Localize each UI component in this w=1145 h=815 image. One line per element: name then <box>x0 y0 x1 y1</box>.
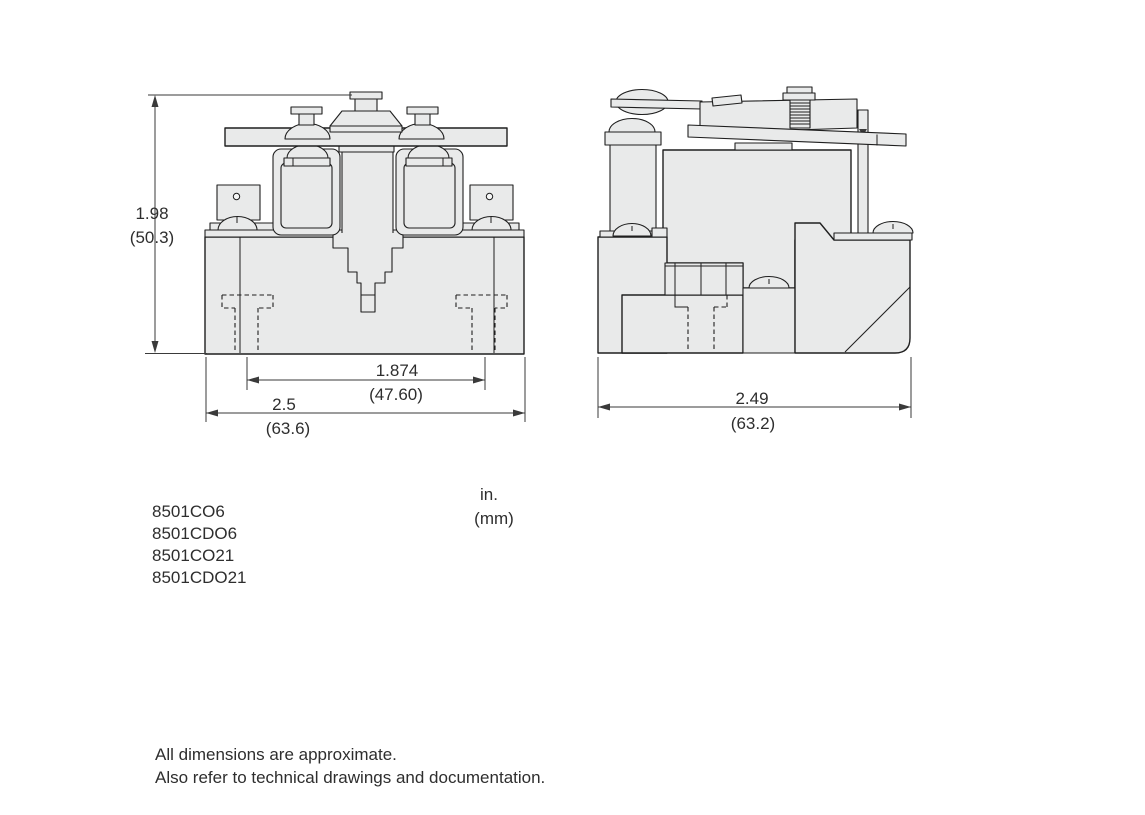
right-block-outline <box>795 223 910 353</box>
front-right-terminal <box>470 185 513 230</box>
right-screw-dome <box>399 124 444 140</box>
model-number: 8501CO21 <box>152 546 235 565</box>
footnote-line: Also refer to technical drawings and documentation. <box>155 768 546 787</box>
arrow-right <box>473 377 485 384</box>
units-mm: (mm) <box>474 509 514 528</box>
footnotes <box>155 745 545 787</box>
left-screw-cap <box>291 107 322 114</box>
middle-ledge-block <box>743 288 795 353</box>
corner-tab <box>652 228 667 237</box>
top-screw-stem <box>355 98 377 111</box>
side-middle-block <box>743 277 795 354</box>
contact-bar <box>284 158 330 166</box>
front-right-contact-bracket <box>396 145 463 236</box>
span-dim-in: 1.874 <box>375 361 419 380</box>
arrow-left <box>206 410 218 417</box>
side-right-base-block <box>795 222 913 354</box>
height-dim-in: 1.98 <box>135 204 169 223</box>
right-screw-stem <box>415 113 430 125</box>
side-vertical-rod <box>858 110 868 233</box>
arrow-left <box>598 404 610 411</box>
front-crossbar-assembly <box>225 92 507 146</box>
post-band <box>605 132 661 145</box>
model-number: 8501CDO6 <box>152 524 238 543</box>
plunger-column <box>342 152 393 234</box>
width-dim-in: 2.5 <box>272 395 296 414</box>
side-coil-top-plate <box>735 143 792 150</box>
front-view <box>205 92 524 354</box>
top-screw-cap <box>350 92 382 99</box>
units-inches: in. <box>480 485 498 504</box>
depth-dim-mm: (63.2) <box>730 414 776 433</box>
terminal-plate <box>217 185 260 220</box>
span-dim-mm: (47.60) <box>369 385 423 404</box>
footnote-line: All dimensions are approximate. <box>155 745 397 764</box>
spring-cap <box>783 93 815 100</box>
arrow-right <box>899 404 911 411</box>
side-lower-base-block <box>622 295 743 353</box>
arrow-down <box>152 341 159 353</box>
height-dim-mm: (50.3) <box>129 228 175 247</box>
front-left-terminal <box>217 185 260 230</box>
front-left-contact-bracket <box>273 145 340 236</box>
units-legend <box>474 485 514 528</box>
left-screw-dome <box>285 124 330 140</box>
dimension-depth <box>598 357 911 433</box>
terminal-plate <box>470 185 513 220</box>
right-block-plate <box>834 233 912 240</box>
dimension-width <box>206 357 525 438</box>
center-cone-plate <box>330 126 402 132</box>
model-number: 8501CO6 <box>152 502 225 521</box>
arrow-right <box>513 410 525 417</box>
post-cap-dome <box>609 119 655 133</box>
model-number-list <box>152 502 247 587</box>
arrow-left <box>247 377 259 384</box>
contact-bar <box>406 158 452 166</box>
right-screw-cap <box>407 107 438 114</box>
box-outer <box>665 263 743 295</box>
model-number: 8501CDO21 <box>152 568 247 587</box>
lever-link-rod <box>611 99 702 109</box>
left-screw-stem <box>299 113 314 125</box>
depth-dim-in: 2.49 <box>735 389 769 408</box>
side-view <box>598 87 913 353</box>
width-dim-mm: (63.6) <box>265 419 311 438</box>
spring-screw-head <box>787 87 812 93</box>
side-terminal-box <box>665 263 743 295</box>
terminal-hole <box>486 193 492 199</box>
side-left-post <box>605 119 661 237</box>
arrow-up <box>152 95 159 107</box>
center-cone <box>330 111 402 126</box>
terminal-hole <box>233 193 239 199</box>
post-body <box>610 145 656 236</box>
